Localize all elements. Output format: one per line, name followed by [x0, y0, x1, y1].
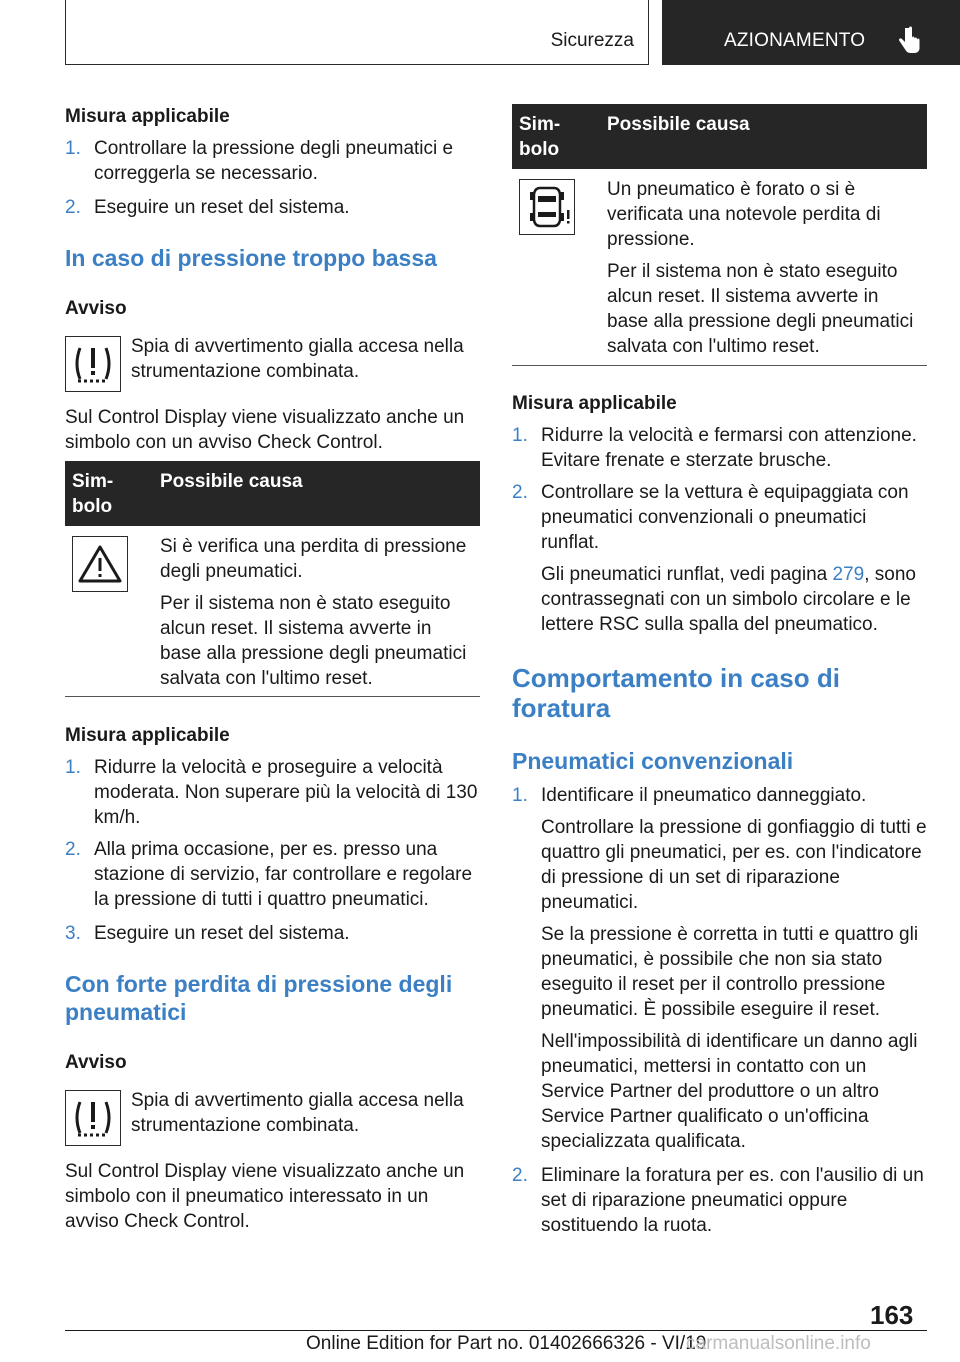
- col-cause: Possibile causa: [160, 471, 303, 492]
- table-row: [512, 169, 927, 366]
- tpms-warning-icon: [65, 1090, 121, 1146]
- list-item: 1. Ridurre la velocità e fermarsi con attenzione. Evitare frenate e sterzate brusche.: [512, 425, 917, 471]
- list-item: 2. Eliminare la foratura per es. con l'ausilio di un set di riparazione pneumatici oppure sostituendo la ruota.: [512, 1165, 924, 1236]
- table-header: [65, 461, 480, 526]
- list-item: 1. Ridurre la velocità e proseguire a velocità moderata. Non superare più la velocità di 130 km/h.: [65, 757, 478, 828]
- warning-text: Spia di avvertimento gialla accesa nella strumentazione combinata.: [131, 336, 464, 382]
- footer-rule: [65, 1330, 927, 1331]
- footer-edition: Online Edition for Part no. 01402666326 - VI/19: [306, 1333, 707, 1354]
- page-number: 163: [870, 1300, 914, 1330]
- list-item: 1. Identificare il pneumatico danneggiato. Controllare la pressione di gonfiaggio di tutti e quattro gli pneumatici, per es. con l'indicatore di pressione di un set di riparazione pneumatici. Se la pressione è corretta in tutti e quattro gli pneumatici, è possibile che non sia stato eseguito il reset per il controllo pressione pneumatici. È possibile eseguire il reset. Nell'impossibilità di identificare un danno agli pneumatici, mettersi in contatto con un Service Partner del produttore o un altro Service Partner qualificato o un'officina specializzata qualificata.: [512, 785, 927, 1152]
- check-control-text: Sul Control Display viene visualizzato anche un simbolo con un avviso Check Control.: [65, 407, 465, 453]
- table-header: [512, 104, 927, 169]
- heading-puncture: Comportamento in caso di foratura: [512, 663, 840, 723]
- header-section-box: [65, 0, 649, 65]
- page-link[interactable]: 279: [832, 564, 865, 585]
- tpms-warning-icon: [65, 336, 121, 392]
- cause-text: Un pneumatico è forato o si è verificata una notevole perdita di pressione. Per il sistema non è stato eseguito alcun reset. Il sistema avverte in base alla pressione degli pneumatici salvata con l'ultimo reset.: [607, 179, 914, 357]
- header-section: Sicurezza: [550, 30, 634, 51]
- heading-conventional: Pneumatici convenzionali: [512, 748, 794, 774]
- header-chapter: AZIONAMENTO: [724, 30, 866, 51]
- list-item: 2. Eseguire un reset del sistema.: [65, 197, 350, 218]
- heading-strong-loss: Con forte perdita di pressione degli pneumatici: [65, 971, 453, 1025]
- measure-label: Misura applicabile: [65, 725, 230, 746]
- warning-text: Spia di avvertimento gialla accesa nella strumentazione combinata.: [131, 1090, 464, 1136]
- list-item: 2. Alla prima occasione, per es. presso una stazione di servizio, far controllare e regolare la pressione di tutti i quattro pneumatici.: [65, 839, 473, 910]
- col-symbol: Sim‐ bolo: [72, 471, 114, 517]
- list-item: 2. Controllare se la vettura è equipaggiata con pneumatici convenzionali o pneumatici runflat. Gli pneumatici runflat, vedi pagina 279, sono contrassegnati con un simbolo circolare e le lettere RSC sulla spalla del pneumatico.: [512, 480, 928, 637]
- col-symbol: Sim‐ bolo: [519, 114, 561, 160]
- col-cause: Possibile causa: [607, 114, 750, 135]
- pointing-hand-icon: [896, 26, 922, 56]
- runflat-text: Gli pneumatici runflat, vedi pagina 279, sono contrassegnati con un simbolo circolare e le lettere RSC sulla spalla del pneumatico.: [541, 564, 916, 635]
- measure-label: Misura applicabile: [512, 393, 677, 414]
- cause-text: Si è verifica una perdita di pressione degli pneumatici. Per il sistema non è stato eseguito alcun reset. Il sistema avverte in base alla pressione degli pneumatici salvata con l'ultimo reset.: [160, 536, 467, 689]
- car-tire-warning-icon: [519, 179, 575, 235]
- list-item: 1. Controllare la pressione degli pneumatici e correggerla se necessario.: [65, 138, 454, 184]
- warning-label: Avviso: [65, 1052, 127, 1073]
- warning-triangle-icon: [72, 536, 128, 592]
- heading-low-pressure: In caso di pressione troppo bassa: [65, 245, 437, 271]
- list-item: 3. Eseguire un reset del sistema.: [65, 923, 350, 944]
- measure-label: Misura applicabile: [65, 106, 230, 127]
- header-chapter-box: [662, 0, 960, 65]
- check-control-text: Sul Control Display viene visualizzato anche un simbolo con il pneumatico interessato in un avviso Check Control.: [65, 1161, 465, 1232]
- table-row: [65, 526, 480, 697]
- watermark: carmanualsonline.info: [686, 1333, 871, 1354]
- warning-label: Avviso: [65, 298, 127, 319]
